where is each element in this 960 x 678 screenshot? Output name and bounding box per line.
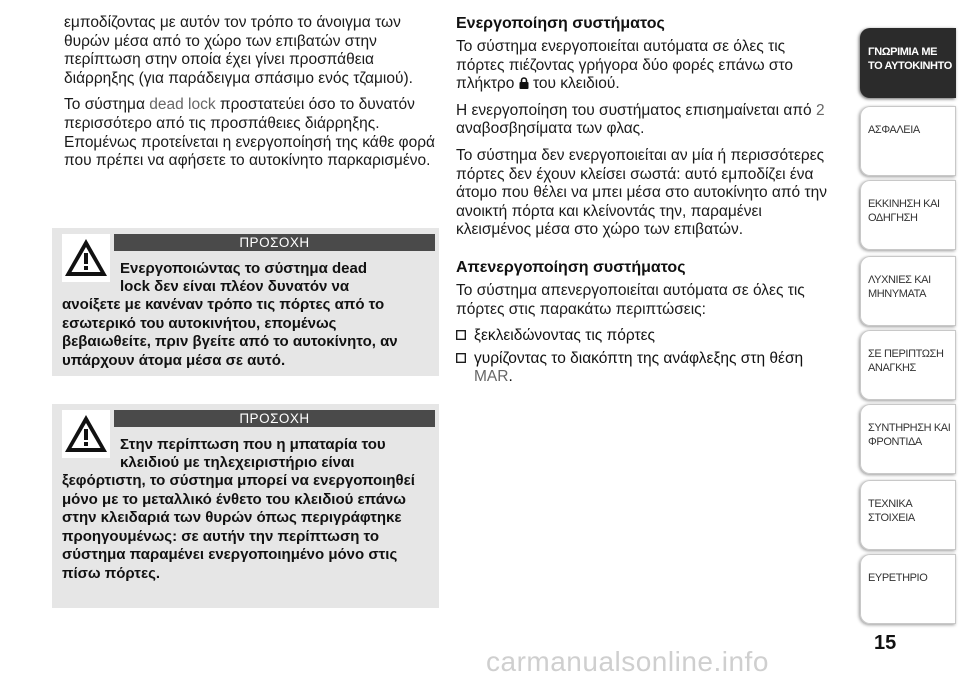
- chapter-sidebar: [856, 0, 960, 678]
- warning-box-2: [52, 404, 439, 608]
- watermark: carmanualsonline.info: [486, 646, 769, 677]
- section-heading-activation: Ενεργοποίηση συστήματος: [456, 15, 665, 32]
- checkbox-bullet-icon: [456, 327, 466, 337]
- right-paragraph-4: Το σύστημα απενεργοποιείται αυτόματα σε όλες τις πόρτες στις παρακάτω περιπτώσεις:: [456, 281, 805, 318]
- left-paragraph-2-pre: Το σύστημα: [64, 96, 150, 114]
- tab-index[interactable]: ΕΥΡΕΤΗΡΙΟ: [860, 554, 956, 624]
- warning-1-rest: ανοίξετε με κανέναν τρόπο τις πόρτες από το εσωτερικό του αυτοκινήτου, επομένως βεβαιωθείτε, πριν βγείτε από το αυτοκίνητο, αν υπάρχουν άτομα μέσα σε αυτό.: [62, 296, 398, 369]
- tab-getting-to-know[interactable]: ΓΝΩΡΙΜΙΑ ΜΕ ΤΟ ΑΥΤΟΚΙΝΗΤΟ: [860, 28, 956, 98]
- tab-starting-driving[interactable]: ΕΚΚΙΝΗΣΗ ΚΑΙ ΟΔΗΓΗΣΗ: [860, 180, 956, 250]
- warning-heading-2: ΠΡΟΣΟΧΗ: [114, 410, 435, 427]
- right-paragraph-2: [456, 102, 836, 139]
- right-paragraph-3: Το σύστημα δεν ενεργοποιείται αν μία ή περισσότερες πόρτες δεν έχουν κλείσει σωστά: αυτό εμποδίζει ένα άτομο που θέλει να μπει μέσα στο αυτοκίνητο από την ανοικτή πόρτα και κλείνοντάς την, παραμένει κλεισμένος μέσα στο χώρο των επιβατών.: [456, 146, 827, 239]
- warning-2-rest: ξεφόρτιστη, το σύστημα μπορεί να ενεργοποιηθεί μόνο με το μεταλλικό ένθετο του κλειδιού επάνω στην κλειδαριά των θυρών όπως περιγράφτηκε προηγουμένως: σε αυτήν την περίπτωση το σύστημα παραμένει ενεργοποιημένο μόνο στις πίσω πόρτες.: [62, 472, 415, 582]
- list-item-text-post: .: [508, 368, 513, 386]
- right-column: [456, 14, 836, 391]
- warning-1-line-2: lock δεν είναι πλέον δυνατόν να: [120, 278, 350, 295]
- right-paragraph-1-pre: Το σύστημα ενεργοποιείται αυτόματα σε όλες τις πόρτες πιέζοντας γρήγορα δύο φορές επάνω στο πλήκτρο: [456, 38, 794, 93]
- warning-triangle-icon: [62, 410, 110, 458]
- list-item: [456, 327, 836, 346]
- list-item-text: ξεκλειδώνοντας τις πόρτες: [474, 327, 655, 345]
- warning-1-line-1: Ενεργοποιώντας το σύστημα dead: [120, 260, 368, 277]
- mar-term: MAR: [474, 368, 509, 386]
- left-column: [64, 14, 440, 179]
- warning-box-1: [52, 228, 439, 376]
- warning-heading-1: ΠΡΟΣΟΧΗ: [114, 234, 435, 251]
- left-paragraph-2-post: προστατεύει όσο το δυνατόν περισσότερο από τις προσπάθειες διάρρηξης. Επομένως προτείνεται η ενεργοποίησή της κάθε φορά που πρέπει να αφήσετε το αυτοκίνητο παρκαρισμένο.: [64, 96, 436, 170]
- dead-lock-term: dead lock: [149, 96, 216, 114]
- page-number: 15: [874, 632, 897, 654]
- right-paragraph-1-post: του κλειδιού.: [528, 75, 620, 93]
- list-item-text: [474, 350, 814, 387]
- right-paragraph-2-pre: Η ενεργοποίηση του συστήματος επισημαίνεται από: [456, 101, 816, 119]
- right-paragraph-2-post: αναβοσβησίματα των φλας.: [456, 120, 645, 138]
- warning-2-line-2: κλειδιού με τηλεχειριστήριο είναι: [120, 454, 355, 471]
- warning-triangle-icon: [62, 234, 110, 282]
- tab-emergency[interactable]: ΣΕ ΠΕΡΙΠΤΩΣΗ ΑΝΑΓΚΗΣ: [860, 330, 956, 400]
- blink-count: 2: [815, 101, 825, 119]
- checkbox-bullet-icon: [456, 350, 466, 360]
- tab-safety[interactable]: ΑΣΦΑΛΕΙΑ: [860, 106, 956, 176]
- left-paragraph-1: εμποδίζοντας με αυτόν τον τρόπο το άνοιγμα των θυρών μέσα από το χώρο των επιβατών στην περίπτωση στην οποία έχει γίνει προσπάθεια διάρρηξης (για παράδειγμα σπάσιμο ενός τζαμιού).: [64, 14, 413, 87]
- lock-icon: [519, 76, 529, 88]
- left-paragraph-2: [64, 96, 440, 170]
- deactivation-list: [456, 327, 836, 387]
- warning-2-line-1: Στην περίπτωση που η μπαταρία του: [120, 436, 386, 453]
- tab-technical-data[interactable]: ΤΕΧΝΙΚΑ ΣΤΟΙΧΕΙΑ: [860, 480, 956, 550]
- list-item: [456, 350, 836, 387]
- tab-maintenance[interactable]: ΣΥΝΤΗΡΗΣΗ ΚΑΙ ΦΡΟΝΤΙΔΑ: [860, 404, 956, 474]
- section-heading-deactivation: Απενεργοποίηση συστήματος: [456, 258, 686, 276]
- list-item-text-pre: γυρίζοντας το διακόπτη της ανάφλεξης στη θέση: [474, 349, 804, 367]
- tab-lights-messages[interactable]: ΛΥΧΝΙΕΣ ΚΑΙ ΜΗΝΥΜΑΤΑ: [860, 256, 956, 326]
- right-paragraph-1: [456, 38, 836, 94]
